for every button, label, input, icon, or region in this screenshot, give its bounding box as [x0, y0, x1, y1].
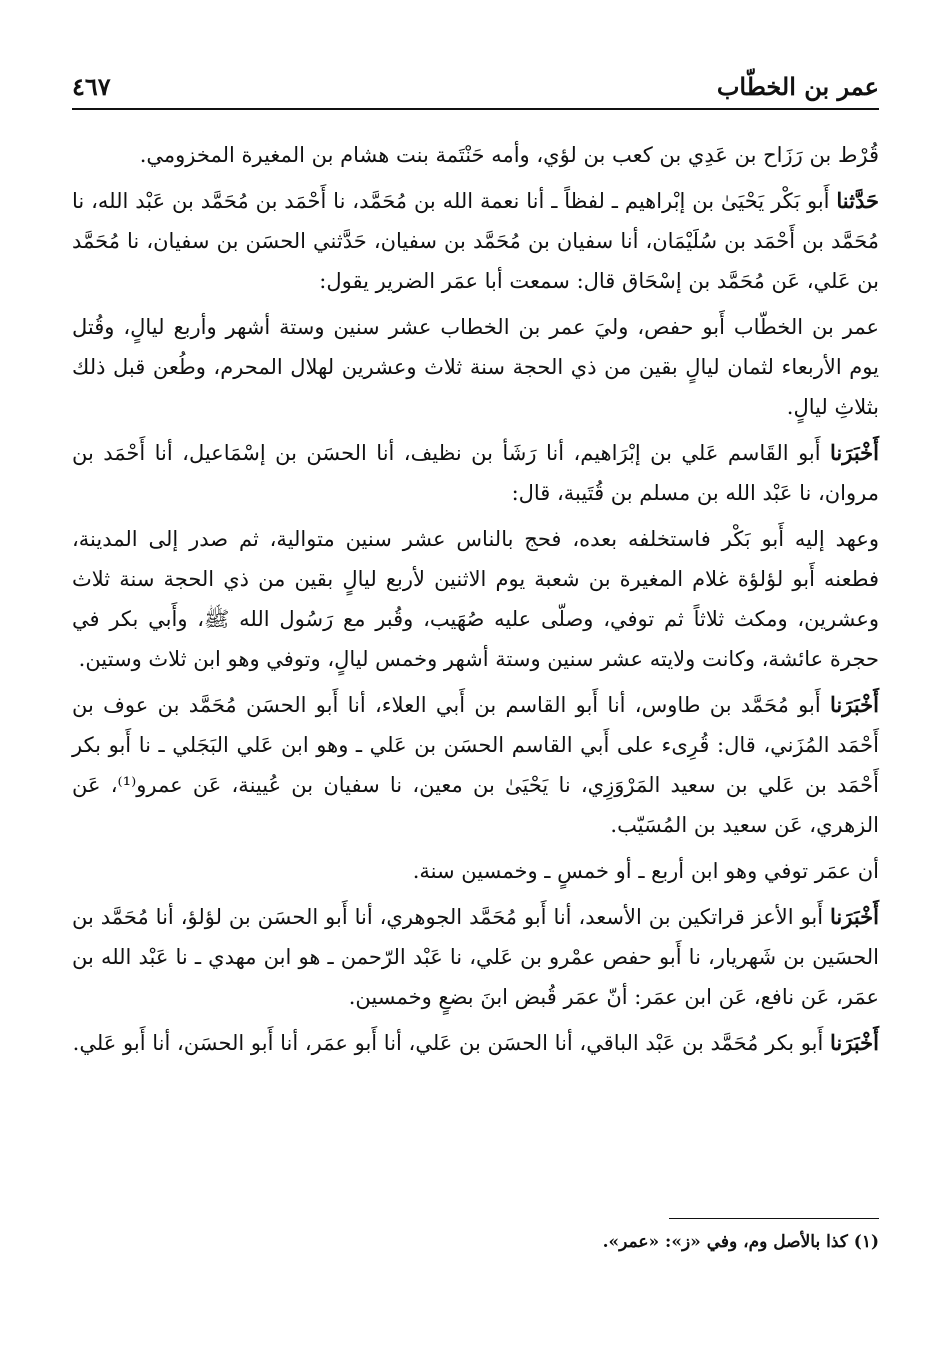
page-header	[72, 68, 879, 110]
paragraph	[72, 685, 879, 845]
paragraph-text: عمر بن الخطّاب أَبو حفص، وليَ عمر بن الخطاب عشر سنين وستة أشهر وأربع ليالٍ، وقُتل يوم الأربعاء لثمان ليالٍ بقين من ذي الحجة سنة ثلاث وعشرين لهلال المحرم، وطُعن قبل ذلك بثلاثِ ليالٍ.	[72, 315, 879, 419]
paragraph-text: وعهد إليه أَبو بَكْر فاستخلفه بعده، فحج بالناس عشر سنين متوالية، ثم صدر إلى المدينة، فطعنه أَبو لؤلؤة غلام المغيرة بن شعبة يوم الاثنين لأربع ليالٍ بقين من ذي الحجة سنة ثلاث وعشرين، ومكث ثلاثاً ثم توفي، وصلّى عليه صُهَيب، وقُبر مع رَسُول الله ﷺ، وأَبي بكر في حجرة عائشة، وكانت ولايته عشر سنين وستة أشهر وخمس ليالٍ، وتوفي وهو ابن ثلاث وستين.	[72, 527, 879, 671]
paragraph-lead: أَخْبَرَنا	[830, 692, 879, 717]
paragraph	[72, 897, 879, 1017]
paragraph-text: أَبو الأعز قراتكين بن الأسعد، أنا أَبو مُحَمَّد الجوهري، أنا أَبو الحسَن بن لؤلؤ، أنا مُحَمَّد بن الحسَين بن شَهريار، نا أَبو حفص عمْرو بن عَلي، نا عَبْد الرّحمن ـ هو ابن مهدي ـ نا عَبْد الله بن عمَر، عَن نافع، عَن ابن عمَر: أنّ عمَر قُبض ابنَ بضعٍ وخمسين.	[72, 905, 879, 1009]
footnote: (١) كذا بالأصل وم، وفي «ز»: «عمر».	[602, 1232, 879, 1252]
paragraph	[72, 307, 879, 427]
paragraph	[72, 181, 879, 301]
paragraph-text: أَبو بَكْر يَحْيَىٰ بن إبْراهيم ـ لفظاً ـ أنا نعمة الله بن مُحَمَّد، نا أَحْمَد بن مُحَمَّد بن عَبْد الله، نا مُحَمَّد بن أَحْمَد بن سُلَيْمَان، أنا سفيان بن مُحَمَّد بن سفيان، حَدَّثني الحسَن بن سفيان، نا مُحَمَّد بن عَلي، عَن مُحَمَّد بن إسْحَاق قال: سمعت أبا عمَر الضرير يقول:	[72, 189, 879, 293]
page-number: ٤٦٧	[72, 72, 111, 101]
paragraph-text: أَبو القَاسم عَلي بن إبْرَاهيم، أنا رَشَأ بن نظيف، أنا الحسَن بن إسْمَاعيل، أنا أَحْمَد بن مروان، نا عَبْد الله بن مسلم بن قُتَيبة، قال:	[72, 441, 879, 505]
paragraph	[72, 433, 879, 513]
paragraph-lead: أَخْبَرَنا	[830, 904, 879, 929]
paragraph-text: قُرْط بن رَزَاح بن عَدِي بن كعب بن لؤي، وأمه حَنْتَمة بنت هشام بن المغيرة المخزومي.	[139, 143, 879, 167]
paragraph-lead: حَدَّثنا	[836, 188, 879, 213]
paragraph	[72, 851, 879, 891]
paragraph	[72, 1023, 879, 1063]
paragraph-text: أَبو مُحَمَّد بن طاوس، أنا أَبو القاسم بن أَبي العلاء، أنا أَبو الحسَن مُحَمَّد بن عوف بن أَحْمَد المُزَني، قال: قُرِىء على أَبي القاسم الحسَن بن عَلي ـ وهو ابن عَلي البَجَلي ـ نا أَبو بكر أَحْمَد بن عَلي بن سعيد المَرْوَزِي، نا يَحْيَىٰ بن معين، نا سفيان بن عُيينة، عَن عمرو⁽¹⁾، عَن الزهري، عَن سعيد بن المُسَيّب.	[72, 693, 879, 837]
paragraph-text: أن عمَر توفي وهو ابن أربع ـ أو خمسٍ ـ وخمسين سنة.	[412, 859, 879, 883]
paragraph	[72, 135, 879, 175]
page-body	[72, 135, 879, 1069]
running-title: عمر بن الخطّاب	[716, 72, 879, 101]
paragraph-text: أَبو بكر مُحَمَّد بن عَبْد الباقي، أنا الحسَن بن عَلي، أنا أَبو عمَر، أنا أَبو الحسَن، أنا أَبو عَلي.	[72, 1031, 831, 1055]
paragraph-lead: أَخْبَرَنا	[830, 440, 879, 465]
paragraph-lead: أَخْبَرَنا	[830, 1030, 879, 1055]
footnote-divider	[669, 1218, 879, 1219]
paragraph	[72, 519, 879, 679]
